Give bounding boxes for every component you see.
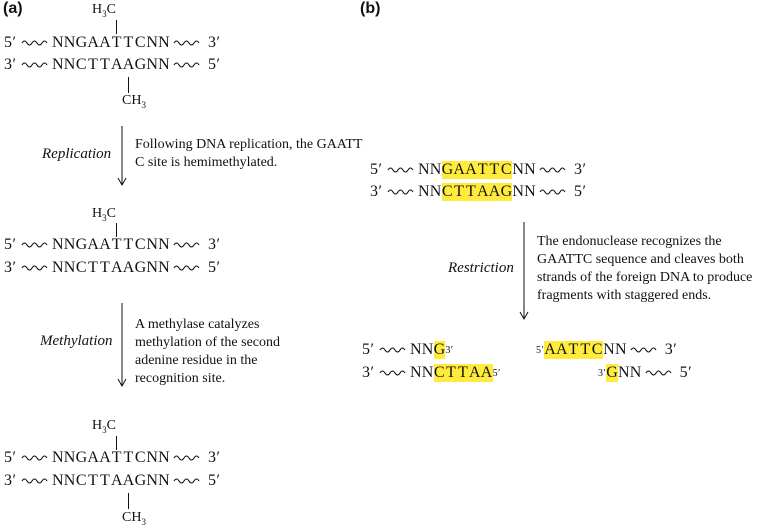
- base: N: [63, 56, 76, 73]
- panel-b-label: (b): [360, 0, 381, 17]
- wavy-dna-icon: [21, 476, 49, 486]
- base: N: [418, 183, 431, 200]
- arrow-down-icon: [117, 303, 127, 387]
- sticky-end-label: 3′: [445, 344, 454, 356]
- wavy-dna-icon: [173, 240, 201, 250]
- base: N: [63, 34, 76, 51]
- base: N: [429, 161, 442, 178]
- wavy-dna-icon: [21, 60, 49, 70]
- strand-end-label: 3′: [207, 449, 221, 466]
- base: N: [421, 341, 434, 358]
- base: N: [146, 259, 159, 276]
- base: A: [544, 341, 557, 358]
- dna-strand: [370, 161, 588, 179]
- base: A: [476, 183, 490, 200]
- wavy-dna-icon: [173, 453, 201, 463]
- base: A: [465, 161, 478, 178]
- base: N: [421, 364, 434, 381]
- base: T: [580, 341, 591, 358]
- dna-fragment: [362, 341, 454, 359]
- wavy-dna-icon: [21, 453, 49, 463]
- wavy-dna-icon: [379, 345, 407, 355]
- strand-end-label: 3′: [664, 341, 678, 358]
- base: N: [429, 183, 442, 200]
- base: C: [75, 472, 88, 489]
- base: A: [453, 161, 466, 178]
- base: N: [146, 472, 159, 489]
- base: N: [52, 236, 65, 253]
- base: N: [52, 34, 65, 51]
- base: T: [489, 161, 500, 178]
- methyl-bond-top-2: [116, 223, 117, 237]
- base: N: [410, 341, 423, 358]
- base: N: [63, 259, 76, 276]
- wavy-dna-icon: [645, 368, 673, 378]
- base: C: [134, 449, 147, 466]
- base: A: [87, 449, 100, 466]
- methyl-bottom-1: $CH_3$: [122, 93, 146, 110]
- base: G: [75, 236, 88, 253]
- strand-end-label: 5′: [573, 183, 587, 200]
- wavy-dna-icon: [173, 476, 201, 486]
- base: N: [52, 56, 65, 73]
- base: T: [568, 341, 579, 358]
- base: T: [88, 259, 99, 276]
- base: C: [500, 161, 513, 178]
- methyl-bond-top-1: [116, 20, 117, 34]
- base: N: [524, 161, 537, 178]
- dna-strand: [4, 259, 222, 277]
- strand-end-label: 5′: [362, 341, 375, 358]
- strand-end-label: 3′: [207, 236, 221, 253]
- dna-strand: [4, 56, 222, 74]
- base: N: [52, 449, 65, 466]
- base: N: [614, 341, 628, 358]
- wavy-dna-icon: [173, 38, 201, 48]
- base: N: [158, 449, 171, 466]
- base: A: [87, 236, 100, 253]
- base: N: [146, 449, 159, 466]
- base: N: [603, 341, 616, 358]
- wavy-dna-icon: [630, 345, 658, 355]
- strand-end-label: 5′: [370, 161, 383, 178]
- base: G: [134, 56, 147, 73]
- strand-end-label: 5′: [207, 56, 221, 73]
- dna-fragment: [536, 341, 679, 359]
- base: T: [123, 449, 134, 466]
- base: N: [512, 161, 525, 178]
- base: T: [88, 56, 99, 73]
- base: N: [524, 183, 537, 200]
- step-label-replication: Replication: [42, 146, 112, 162]
- dna-strand: [370, 183, 588, 201]
- dna-strand: [4, 34, 222, 52]
- methyl-bond-top-3: [116, 436, 117, 450]
- wavy-dna-icon: [173, 60, 201, 70]
- dna-strand: [4, 449, 222, 467]
- methyl-bottom-3: $CH_3$: [122, 510, 146, 527]
- base: A: [488, 183, 501, 200]
- base: N: [158, 34, 171, 51]
- step-text-restriction: The endonuclease recognizes the GAATTC sequence and cleaves both strands of the foreign DNA to produce fragments with staggered ends.: [537, 234, 753, 303]
- base: T: [454, 183, 465, 200]
- step-text-methylation: A methylase catalyzes methylation of the second adenine residue in the recognition site.: [135, 317, 281, 386]
- strand-end-label: 3′: [4, 259, 17, 276]
- base: N: [158, 472, 171, 489]
- base: A: [110, 472, 124, 489]
- base: N: [158, 56, 171, 73]
- step-label-restriction: Restriction: [448, 260, 514, 276]
- base: A: [468, 364, 482, 381]
- base: T: [111, 449, 123, 466]
- base: N: [158, 259, 171, 276]
- base: N: [512, 183, 525, 200]
- methyl-bond-bottom-3: [128, 493, 129, 509]
- base: C: [441, 183, 454, 200]
- base: N: [146, 56, 159, 73]
- base: T: [99, 472, 111, 489]
- base: N: [617, 364, 631, 381]
- base: N: [63, 236, 76, 253]
- strand-end-label: 5′: [679, 364, 693, 381]
- strand-end-label: 3′: [4, 56, 17, 73]
- methyl-top-3: $H_3C$: [92, 418, 116, 435]
- base: N: [63, 449, 76, 466]
- strand-end-label: 5′: [4, 236, 17, 253]
- wavy-dna-icon: [539, 165, 567, 175]
- base: A: [555, 341, 569, 358]
- base: C: [134, 34, 147, 51]
- base: A: [480, 364, 493, 381]
- base: A: [110, 259, 124, 276]
- base: T: [446, 364, 457, 381]
- wavy-dna-icon: [387, 165, 415, 175]
- base: A: [122, 259, 135, 276]
- dna-fragment: [598, 364, 694, 382]
- base: A: [99, 34, 112, 51]
- dna-fragment: [362, 364, 501, 382]
- wavy-dna-icon: [21, 38, 49, 48]
- panel-a-label: (a): [3, 0, 23, 17]
- step-text-replication: Following DNA replication, the GAATT C site is hemimethylated.: [135, 137, 363, 170]
- base: N: [146, 236, 159, 253]
- strand-end-label: 5′: [207, 259, 221, 276]
- base: N: [146, 34, 159, 51]
- base: N: [63, 472, 76, 489]
- base: C: [134, 236, 147, 253]
- sticky-end-label: 5′: [536, 344, 545, 356]
- arrow-down-icon: [519, 222, 529, 320]
- base: T: [99, 259, 111, 276]
- wavy-dna-icon: [379, 368, 407, 378]
- base: N: [52, 472, 65, 489]
- dna-strand: [4, 236, 222, 254]
- base: T: [477, 161, 489, 178]
- wavy-dna-icon: [21, 240, 49, 250]
- base: T: [88, 472, 99, 489]
- base: A: [122, 56, 135, 73]
- base: A: [99, 449, 112, 466]
- base: T: [465, 183, 477, 200]
- base: G: [500, 183, 513, 200]
- dna-strand: [4, 472, 222, 490]
- base: A: [99, 236, 112, 253]
- base: G: [134, 259, 147, 276]
- base: G: [75, 449, 88, 466]
- wavy-dna-icon: [173, 263, 201, 273]
- strand-end-label: 3′: [4, 472, 17, 489]
- methyl-top-2: $H_3C$: [92, 206, 116, 223]
- wavy-dna-icon: [539, 187, 567, 197]
- base: A: [110, 56, 124, 73]
- step-label-methylation: Methylation: [40, 333, 113, 349]
- base: C: [433, 364, 446, 381]
- base: N: [410, 364, 423, 381]
- base: T: [111, 34, 123, 51]
- base: G: [433, 341, 446, 358]
- base: T: [123, 34, 134, 51]
- sticky-end-label: 5′: [492, 367, 501, 379]
- base: A: [122, 472, 135, 489]
- base: T: [111, 236, 123, 253]
- base: N: [158, 236, 171, 253]
- methyl-top-1: $H_3C$: [92, 2, 116, 19]
- wavy-dna-icon: [21, 263, 49, 273]
- strand-end-label: 3′: [207, 34, 221, 51]
- base: C: [75, 259, 88, 276]
- strand-end-label: 3′: [370, 183, 383, 200]
- base: G: [75, 34, 88, 51]
- base: T: [123, 236, 134, 253]
- base: G: [441, 161, 454, 178]
- base: G: [606, 364, 619, 381]
- wavy-dna-icon: [387, 187, 415, 197]
- strand-end-label: 5′: [4, 449, 17, 466]
- strand-end-label: 5′: [207, 472, 221, 489]
- strand-end-label: 3′: [573, 161, 587, 178]
- sticky-end-label: 3′: [598, 367, 607, 379]
- base: C: [75, 56, 88, 73]
- base: N: [418, 161, 431, 178]
- base: N: [52, 259, 65, 276]
- base: G: [134, 472, 147, 489]
- strand-end-label: 5′: [4, 34, 17, 51]
- base: C: [591, 341, 603, 358]
- base: T: [457, 364, 469, 381]
- methyl-bond-bottom-1: [128, 77, 129, 93]
- base: A: [87, 34, 100, 51]
- base: T: [99, 56, 111, 73]
- strand-end-label: 3′: [362, 364, 375, 381]
- base: N: [629, 364, 642, 381]
- arrow-down-icon: [117, 126, 127, 186]
